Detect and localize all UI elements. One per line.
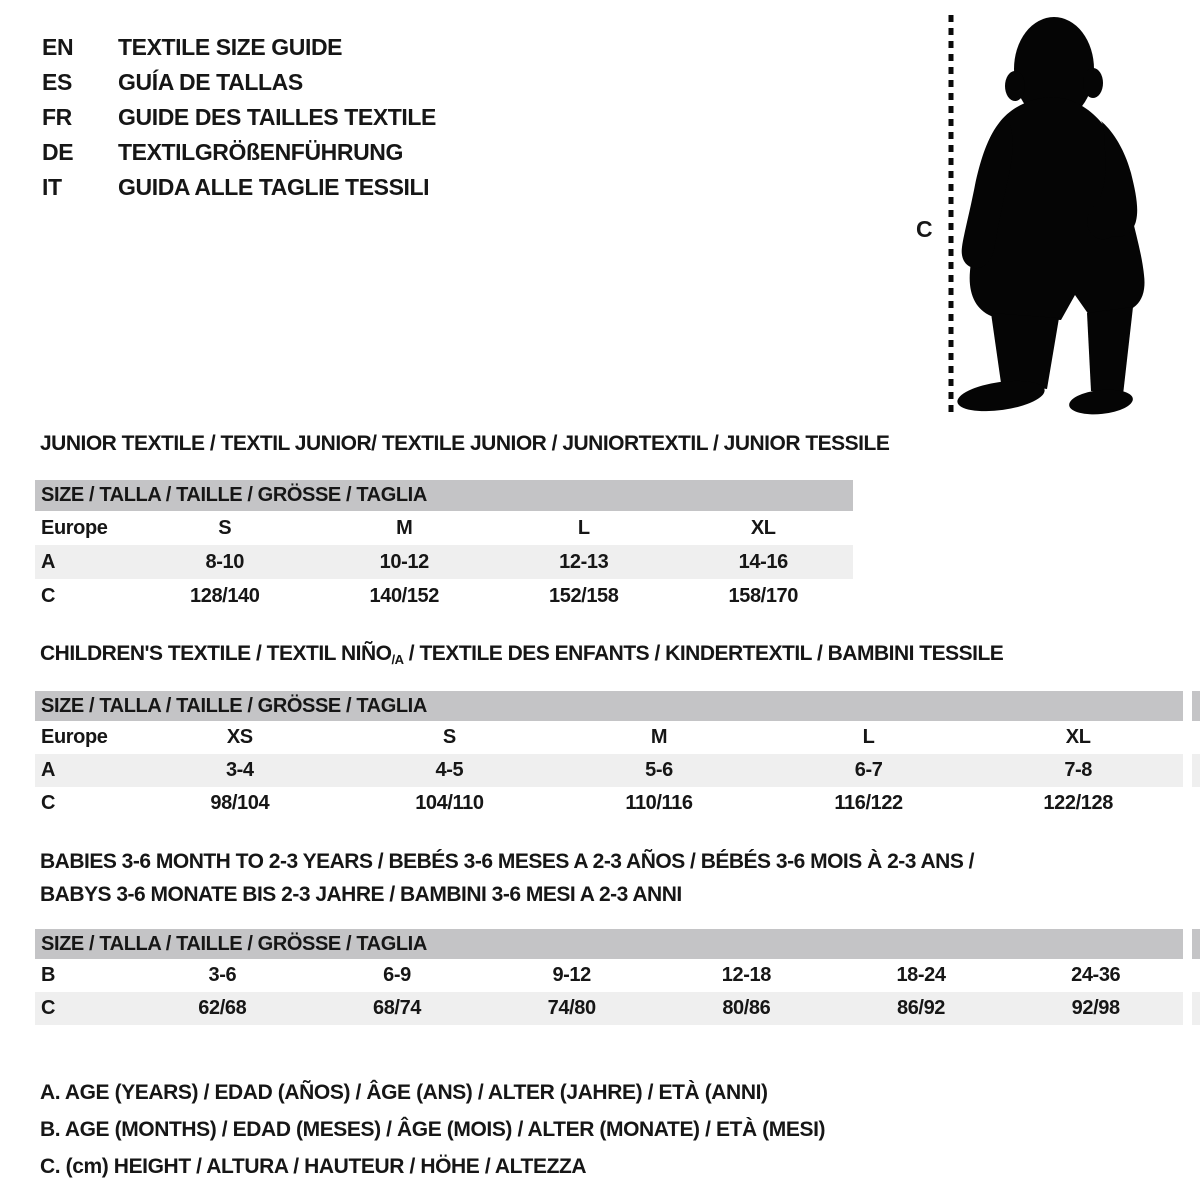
height-cell: 74/80 xyxy=(547,997,596,1019)
size-table-header: SIZE / TALLA / TAILLE / GRÖSSE / TAGLIA xyxy=(35,480,853,511)
age-cell: 7-8 xyxy=(1064,759,1093,781)
height-cell: 116/122 xyxy=(834,792,903,814)
language-row-en xyxy=(42,30,436,65)
table-continuation-sliver xyxy=(1192,992,1200,1025)
age-cell: 8-10 xyxy=(205,551,244,573)
size-cell: XL xyxy=(750,517,776,539)
row-label: A xyxy=(41,551,56,573)
age-cell: 24-36 xyxy=(1071,964,1121,986)
age-cell: 3-6 xyxy=(208,964,237,986)
language-row-de xyxy=(42,135,436,170)
row-label: C xyxy=(41,792,56,814)
size-cell: XS xyxy=(226,726,253,748)
language-code: DE xyxy=(42,139,74,165)
language-title: GUÍA DE TALLAS xyxy=(118,69,303,95)
table-row-height-cm xyxy=(35,579,853,613)
table-row-age-years xyxy=(35,545,853,579)
age-cell: 9-12 xyxy=(552,964,591,986)
height-cell: 98/104 xyxy=(210,792,270,814)
language-code: IT xyxy=(42,174,62,200)
baby-silhouette xyxy=(955,17,1144,417)
height-cell: 62/68 xyxy=(198,997,247,1019)
language-title: TEXTILGRÖßENFÜHRUNG xyxy=(118,139,403,165)
height-cell: 86/92 xyxy=(896,997,946,1019)
silhouette-left-leg xyxy=(991,313,1059,389)
size-table-header: SIZE / TALLA / TAILLE / GRÖSSE / TAGLIA xyxy=(35,691,1183,721)
legend-line-a: A. AGE (YEARS) / EDAD (AÑOS) / ÂGE (ANS) / ALTER (JAHRE) / ETÀ (ANNI) xyxy=(40,1081,768,1104)
table-row-height-cm xyxy=(35,992,1183,1025)
height-cell: 122/128 xyxy=(1043,792,1113,814)
legend-line-c: C. (cm) HEIGHT / ALTURA / HAUTEUR / HÖHE / ALTEZZA xyxy=(40,1155,587,1178)
children-section-title: CHILDREN'S TEXTILE / TEXTIL $NIÑO_{/A}$ / TEXTILE DES ENFANTS / KINDERTEXTIL / BAMBINI TESSILE xyxy=(40,642,1004,667)
language-title: GUIDA ALLE TAGLIE TESSILI xyxy=(118,174,430,200)
language-title: TEXTILE SIZE GUIDE xyxy=(118,34,343,60)
table-row-height-cm xyxy=(35,787,1183,820)
table-continuation-sliver xyxy=(1192,754,1200,787)
nino-a-subscript: /A xyxy=(391,652,404,667)
size-table-header: SIZE / TALLA / TAILLE / GRÖSSE / TAGLIA xyxy=(35,929,1183,959)
height-cell: 68/74 xyxy=(372,997,422,1019)
language-row-fr xyxy=(42,100,436,135)
measurement-legend xyxy=(40,1074,825,1185)
junior-size-table xyxy=(35,480,853,613)
age-cell: 12-18 xyxy=(721,964,771,986)
table-continuation-sliver xyxy=(1192,691,1200,721)
silhouette-right-foot xyxy=(1068,387,1134,418)
height-cell: 128/140 xyxy=(190,585,260,607)
row-label: A xyxy=(41,759,56,781)
size-cell: L xyxy=(862,726,875,748)
size-cell: M xyxy=(396,517,413,539)
size-cell: L xyxy=(577,517,590,539)
row-label: C xyxy=(41,997,56,1019)
height-cell: 140/152 xyxy=(369,585,439,607)
age-cell: 6-9 xyxy=(383,964,411,986)
age-cell: 4-5 xyxy=(435,759,464,781)
height-cell: 158/170 xyxy=(728,585,798,607)
age-cell: 14-16 xyxy=(738,551,788,573)
junior-section-title: JUNIOR TEXTILE / TEXTIL JUNIOR/ TEXTILE JUNIOR / JUNIORTEXTIL / JUNIOR TESSILE xyxy=(40,432,890,455)
height-cell: 104/110 xyxy=(415,792,484,814)
language-title: GUIDE DES TAILLES TEXTILE xyxy=(118,104,436,130)
language-code: EN xyxy=(42,34,74,60)
age-cell: 10-12 xyxy=(379,551,429,573)
height-cell: 110/116 xyxy=(625,792,693,814)
babies-section-title-line1: BABIES 3-6 MONTH TO 2-3 YEARS / BEBÉS 3-6 MESES A 2-3 AÑOS / BÉBÉS 3-6 MOIS À 2-3 ANS / xyxy=(40,850,975,873)
legend-line-b: B. AGE (MONTHS) / EDAD (MESES) / ÂGE (MOIS) / ALTER (MONATE) / ETÀ (MESI) xyxy=(40,1118,826,1141)
baby-silhouette-figure xyxy=(935,5,1200,425)
babies-section-title-line2: BABYS 3-6 MONATE BIS 2-3 JAHRE / BAMBINI 3-6 MESI A 2-3 ANNI xyxy=(40,883,682,906)
table-row-age-months xyxy=(35,959,1183,992)
table-row-europe xyxy=(35,721,1183,754)
height-cell: 92/98 xyxy=(1071,997,1120,1019)
age-cell: 6-7 xyxy=(854,759,883,781)
silhouette-ear-right xyxy=(1083,68,1103,98)
age-cell: 12-13 xyxy=(559,551,609,573)
language-code: FR xyxy=(42,104,72,130)
size-cell: XL xyxy=(1065,726,1091,748)
silhouette-right-leg xyxy=(1087,307,1133,395)
row-label: C xyxy=(41,585,56,607)
row-label: B xyxy=(41,964,56,986)
table-row-age-years xyxy=(35,754,1183,787)
age-cell: 18-24 xyxy=(896,964,946,986)
language-row-it xyxy=(42,170,436,205)
silhouette-ear-left xyxy=(1005,71,1025,101)
table-continuation-sliver xyxy=(1192,929,1200,959)
height-cell: 152/158 xyxy=(549,585,619,607)
size-cell: M xyxy=(650,726,668,748)
size-cell: S xyxy=(442,726,456,748)
language-code: ES xyxy=(42,69,72,95)
age-cell: 3-4 xyxy=(225,759,254,781)
children-size-table xyxy=(35,691,1183,820)
age-cell: 5-6 xyxy=(645,759,673,781)
language-title-list xyxy=(42,30,436,205)
babies-size-table xyxy=(35,929,1183,1025)
table-row-europe xyxy=(35,511,853,545)
row-label: Europe xyxy=(41,517,108,539)
row-label: Europe xyxy=(41,726,108,748)
language-row-es xyxy=(42,65,436,100)
height-measure-label: C xyxy=(916,216,933,242)
height-cell: 80/86 xyxy=(722,997,771,1019)
size-cell: S xyxy=(218,517,232,539)
